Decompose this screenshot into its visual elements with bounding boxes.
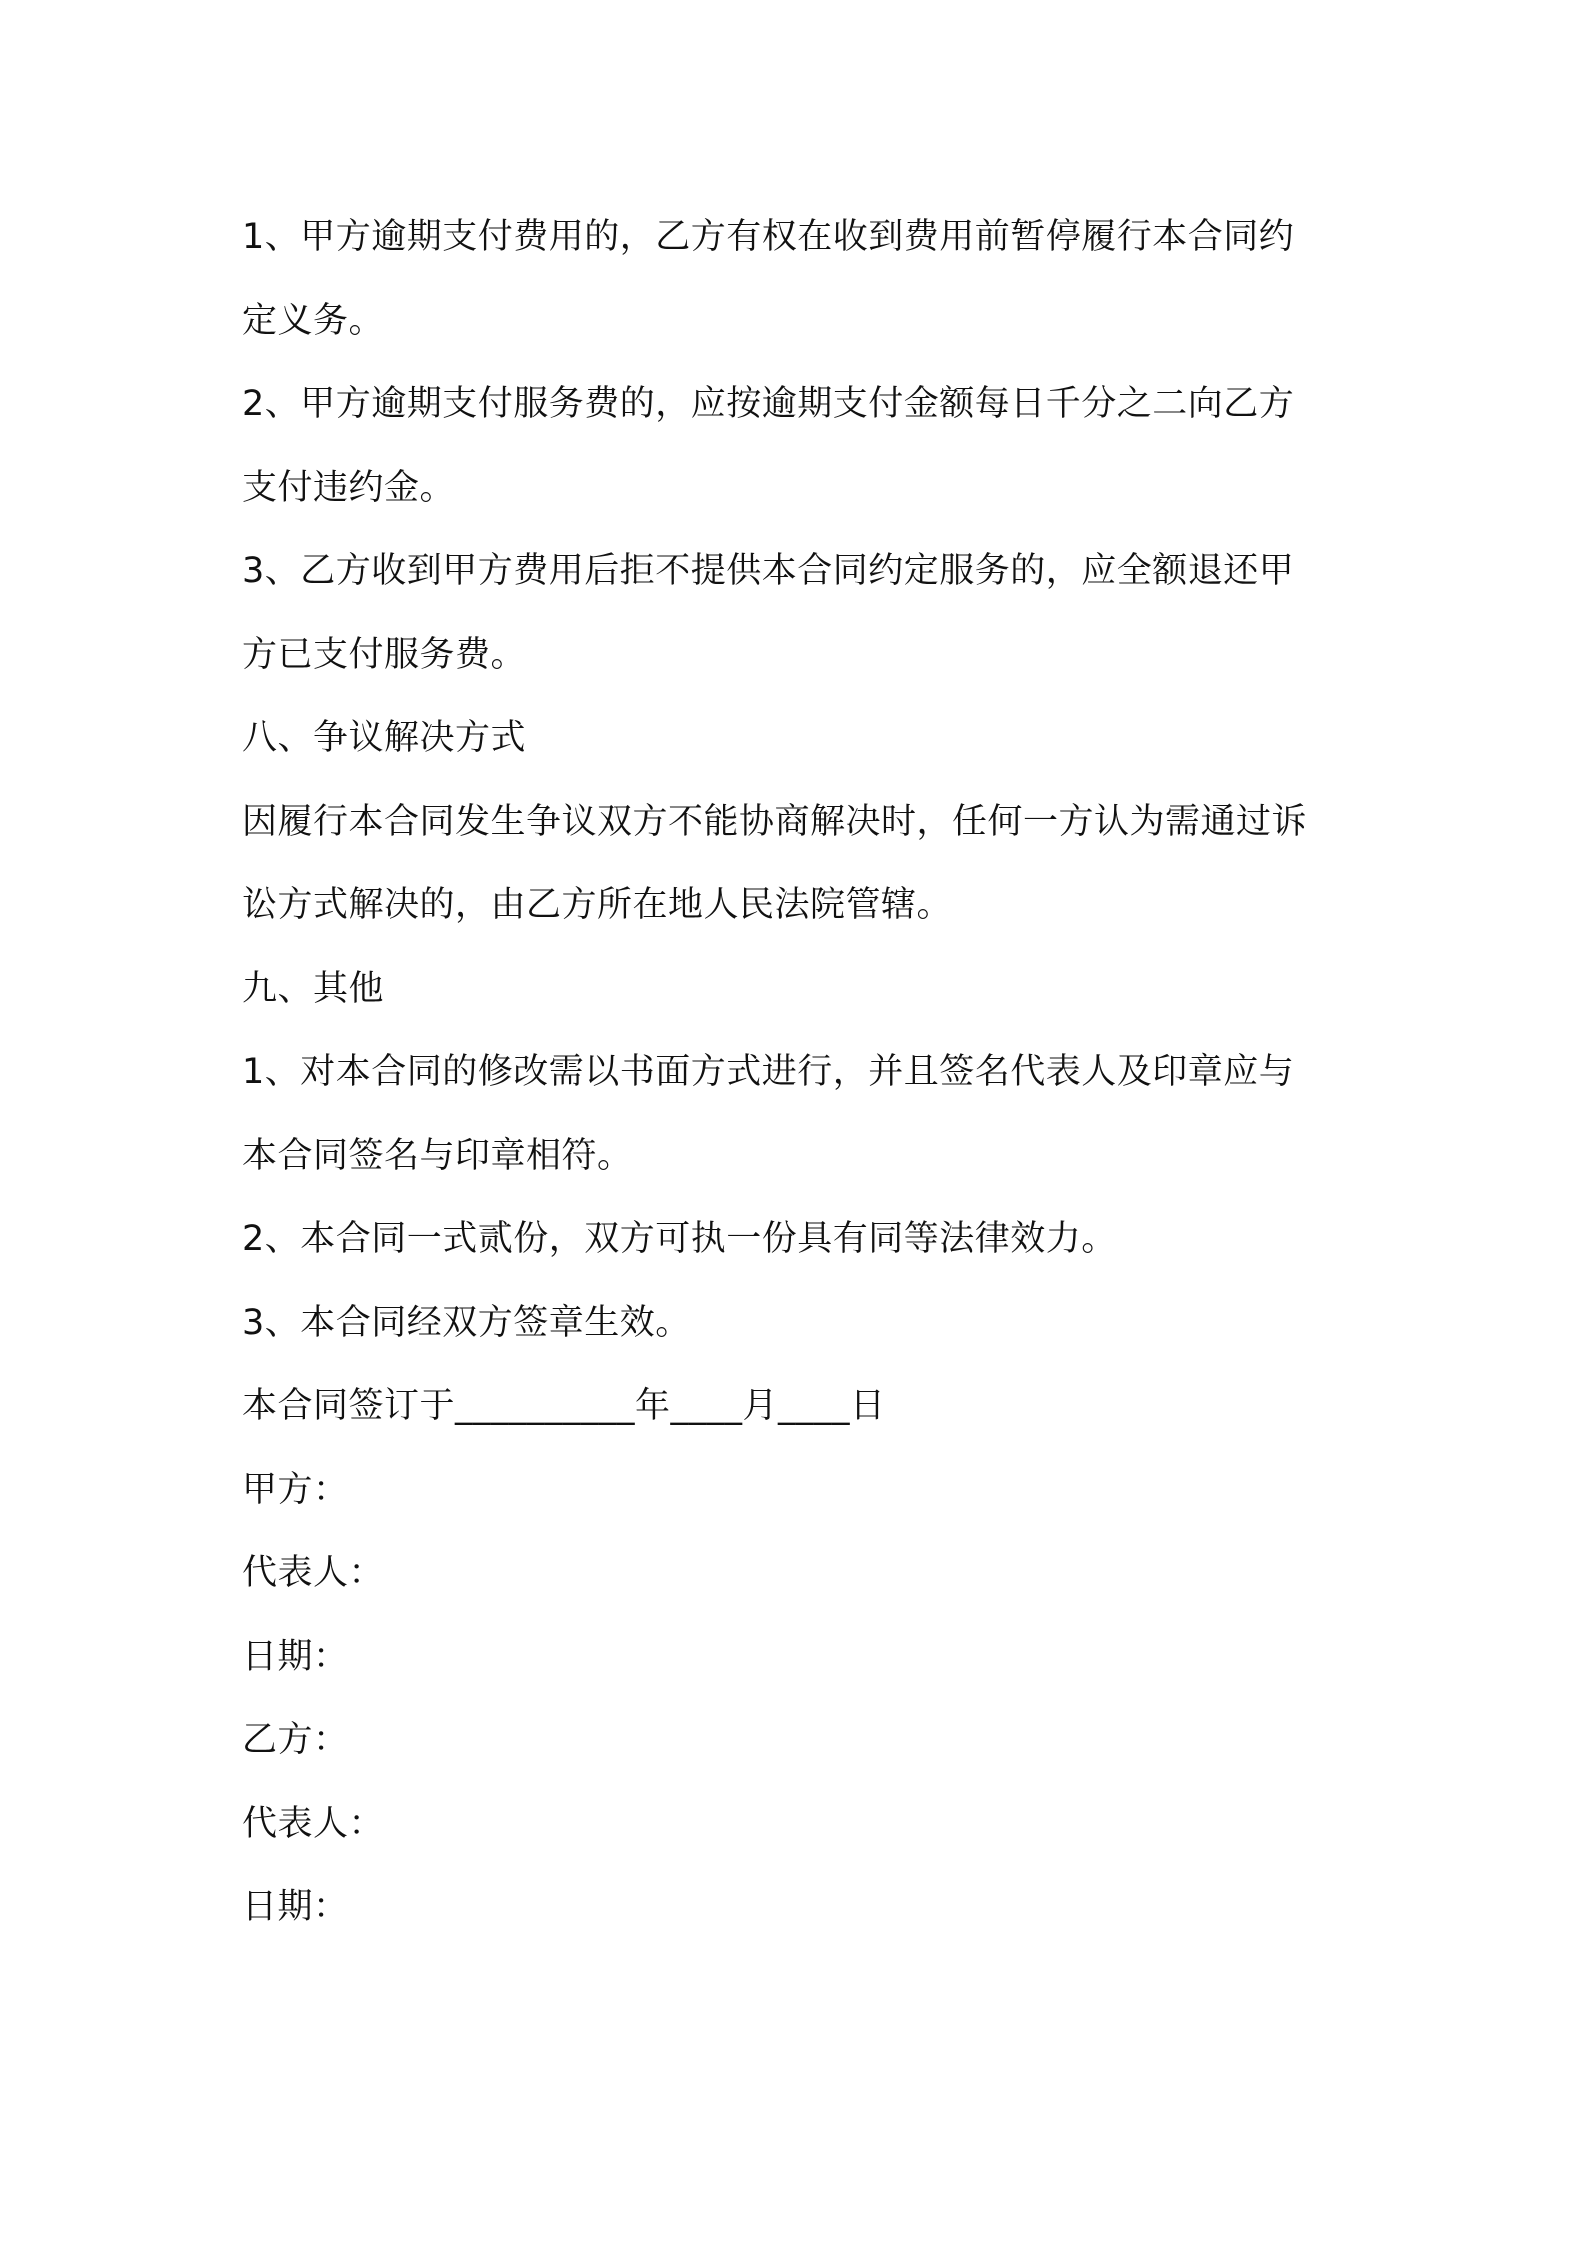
clause-7-3-line-2: 方已支付服务费。 <box>242 634 527 675</box>
section-8-heading: 八、争议解决方式 <box>242 718 527 758</box>
section-8-text-line-2: 讼方式解决的，由乙方所在地人民法院管辖。 <box>242 885 953 925</box>
party-a-date-label: 日期： <box>242 1636 349 1677</box>
clause-7-3-line-1: 3、乙方收到甲方费用后拒不提供本合同约定服务的，应全额退还甲 <box>242 551 1295 591</box>
clause-9-1-line-2: 本合同签名与印章相符。 <box>242 1135 633 1176</box>
party-b-label: 乙方： <box>242 1720 349 1760</box>
clause-9-2: 2、本合同一式贰份，双方可执一份具有同等法律效力。 <box>242 1219 1117 1259</box>
clause-9-3: 3、本合同经双方签章生效。 <box>242 1302 691 1343</box>
clause-7-1-line-2: 定义务。 <box>242 300 385 341</box>
clause-7-1-line-1: 1、甲方逾期支付费用的，乙方有权在收到费用前暂停履行本合同约 <box>242 217 1295 257</box>
clause-9-1-line-1: 1、对本合同的修改需以书面方式进行，并且签名代表人及印章应与 <box>242 1052 1295 1092</box>
section-8-text-line-1: 因履行本合同发生争议双方不能协商解决时，任何一方认为需通过诉 <box>242 801 1308 842</box>
clause-7-2-line-1: 2、甲方逾期支付服务费的，应按逾期支付金额每日千分之二向乙方 <box>242 384 1295 424</box>
signing-date-line: 本合同签订于__________年____月____日 <box>242 1386 886 1426</box>
contract-page <box>242 196 1362 1950</box>
party-b-date-label: 日期： <box>242 1887 349 1927</box>
section-9-heading: 九、其他 <box>242 968 385 1009</box>
clause-7-2-line-2: 支付违约金。 <box>242 467 456 508</box>
party-b-representative-label: 代表人： <box>242 1803 385 1844</box>
party-a-representative-label: 代表人： <box>242 1553 385 1593</box>
party-a-label: 甲方： <box>242 1469 349 1510</box>
